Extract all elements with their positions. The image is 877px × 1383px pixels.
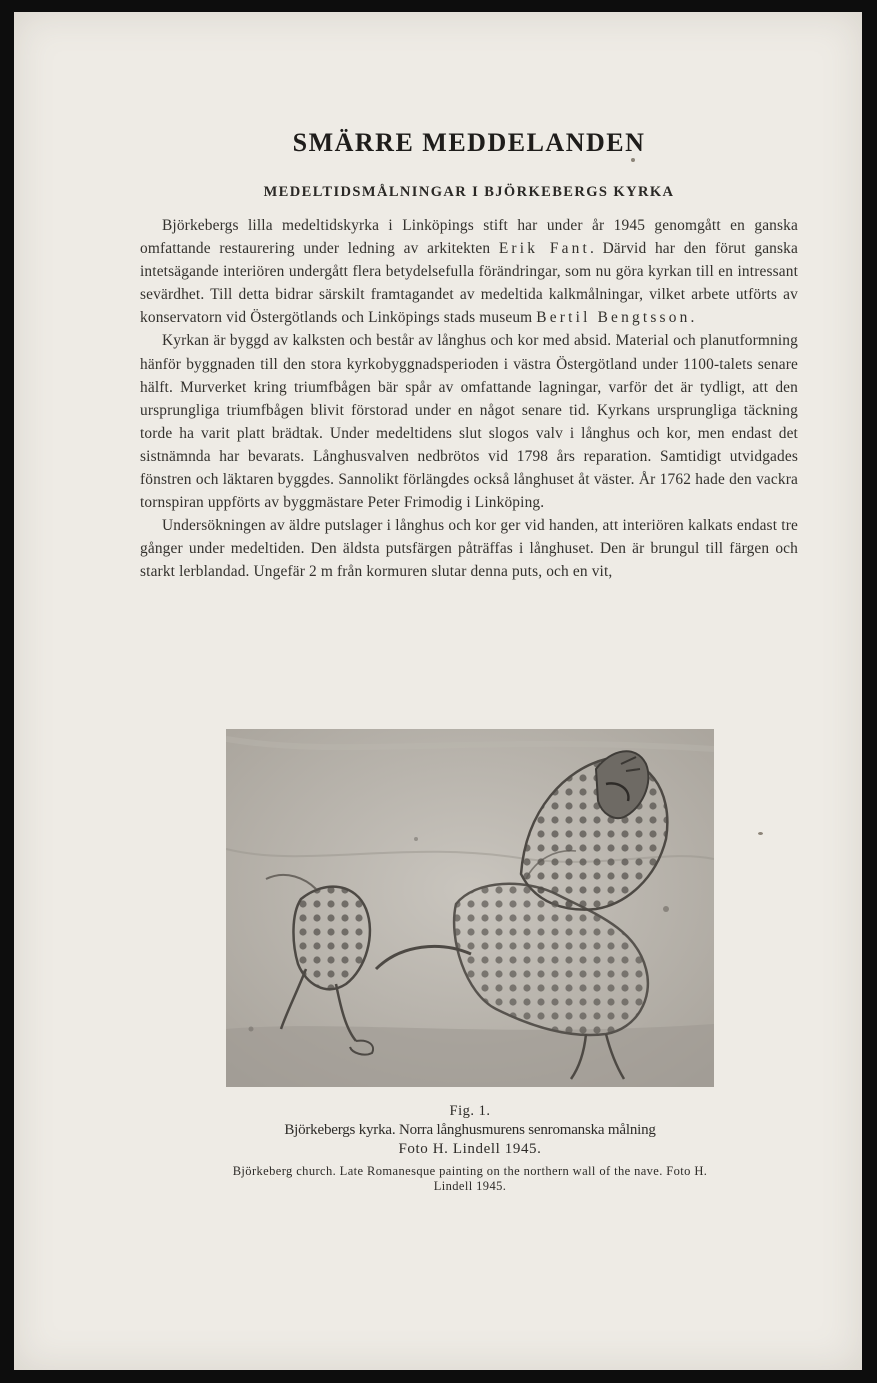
conservator-name: Bertil Bengtsson bbox=[536, 309, 691, 327]
paragraph-1 bbox=[140, 214, 798, 329]
figure-label: Fig. 1. bbox=[449, 1103, 491, 1119]
figure-photo bbox=[226, 729, 714, 1087]
figure-caption bbox=[204, 1102, 736, 1194]
figure-caption-swedish: Björkebergs kyrka. Norra långhusmurens senromanska målning bbox=[284, 1122, 656, 1138]
architect-name: Erik Fant bbox=[498, 240, 590, 258]
document-page bbox=[14, 12, 862, 1370]
print-speck bbox=[758, 832, 763, 835]
article-title: MEDELTIDSMÅLNINGAR I BJÖRKEBERGS KYRKA bbox=[263, 184, 675, 200]
print-speck bbox=[631, 158, 635, 162]
paragraph-3: Undersökningen av äldre putslager i långhus och kor ger vid handen, att interiören kalkats endast tre gånger under medeltiden. Den äldsta putsfärgen påträffas i långhuset. Den är brungul till färgen och starkt lerblandad. Ungefär 2 m från kormuren slutar denna puts, och en vit, bbox=[140, 517, 798, 581]
paragraph-1-text-b: . Därvid har den förut ganska intetsägande interiören undergått flera betydelsefulla förändringar, som nu göra kyrkan till en intressant sevärdhet. Till detta bidrar särskilt framtagandet av medeltida kalkmålningar, vilket arbete utförts av konservatorn vid Östergötlands och Linköpings stads museum bbox=[140, 240, 798, 327]
paragraph-1-text-c: . bbox=[690, 309, 695, 327]
figure-caption-english: Björkeberg church. Late Romanesque painting on the northern wall of the nave. Foto H. Lindell 1945. bbox=[232, 1164, 708, 1193]
article-body bbox=[140, 214, 798, 584]
text-column bbox=[140, 128, 798, 584]
section-title: SMÄRRE MEDDELANDEN bbox=[292, 128, 646, 157]
paragraph-2: Kyrkan är byggd av kalksten och består av långhus och kor med absid. Material och planutformning hänför byggnaden till den stora kyrkobyggnadsperioden i västra Östergötland under 1100-talets senare hälft. Murverket kring triumfbågen bär spår av omfattande lagningar, varför det är tydligt, att den ursprungliga triumfbågen blivit förstorad under en något senare tid. Kyrkans ursprungliga täckning torde ha varit platt brädtak. Under medeltidens slut slogos valv i långhus och kor, men endast det sistnämnda har bevarats. Långhusvalven nedbrötos vid 1798 års reparation. Samtidigt utvidgades fönstren och läktaren byggdes. Sannolikt förlängdes också långhuset åt väster. År 1762 hade den vackra tornspiran uppförts av byggmästare Peter Frimodig i Linköping. bbox=[140, 332, 798, 512]
paragraph-1-text-a: Björkebergs lilla medeltidskyrka i Linköpings stift har under år 1945 genomgått en ganska omfattande restaurering under ledning av arkitekten bbox=[140, 217, 798, 258]
figure-photo-credit: Foto H. Lindell 1945. bbox=[398, 1141, 542, 1157]
wall-painting-illustration bbox=[226, 729, 714, 1087]
